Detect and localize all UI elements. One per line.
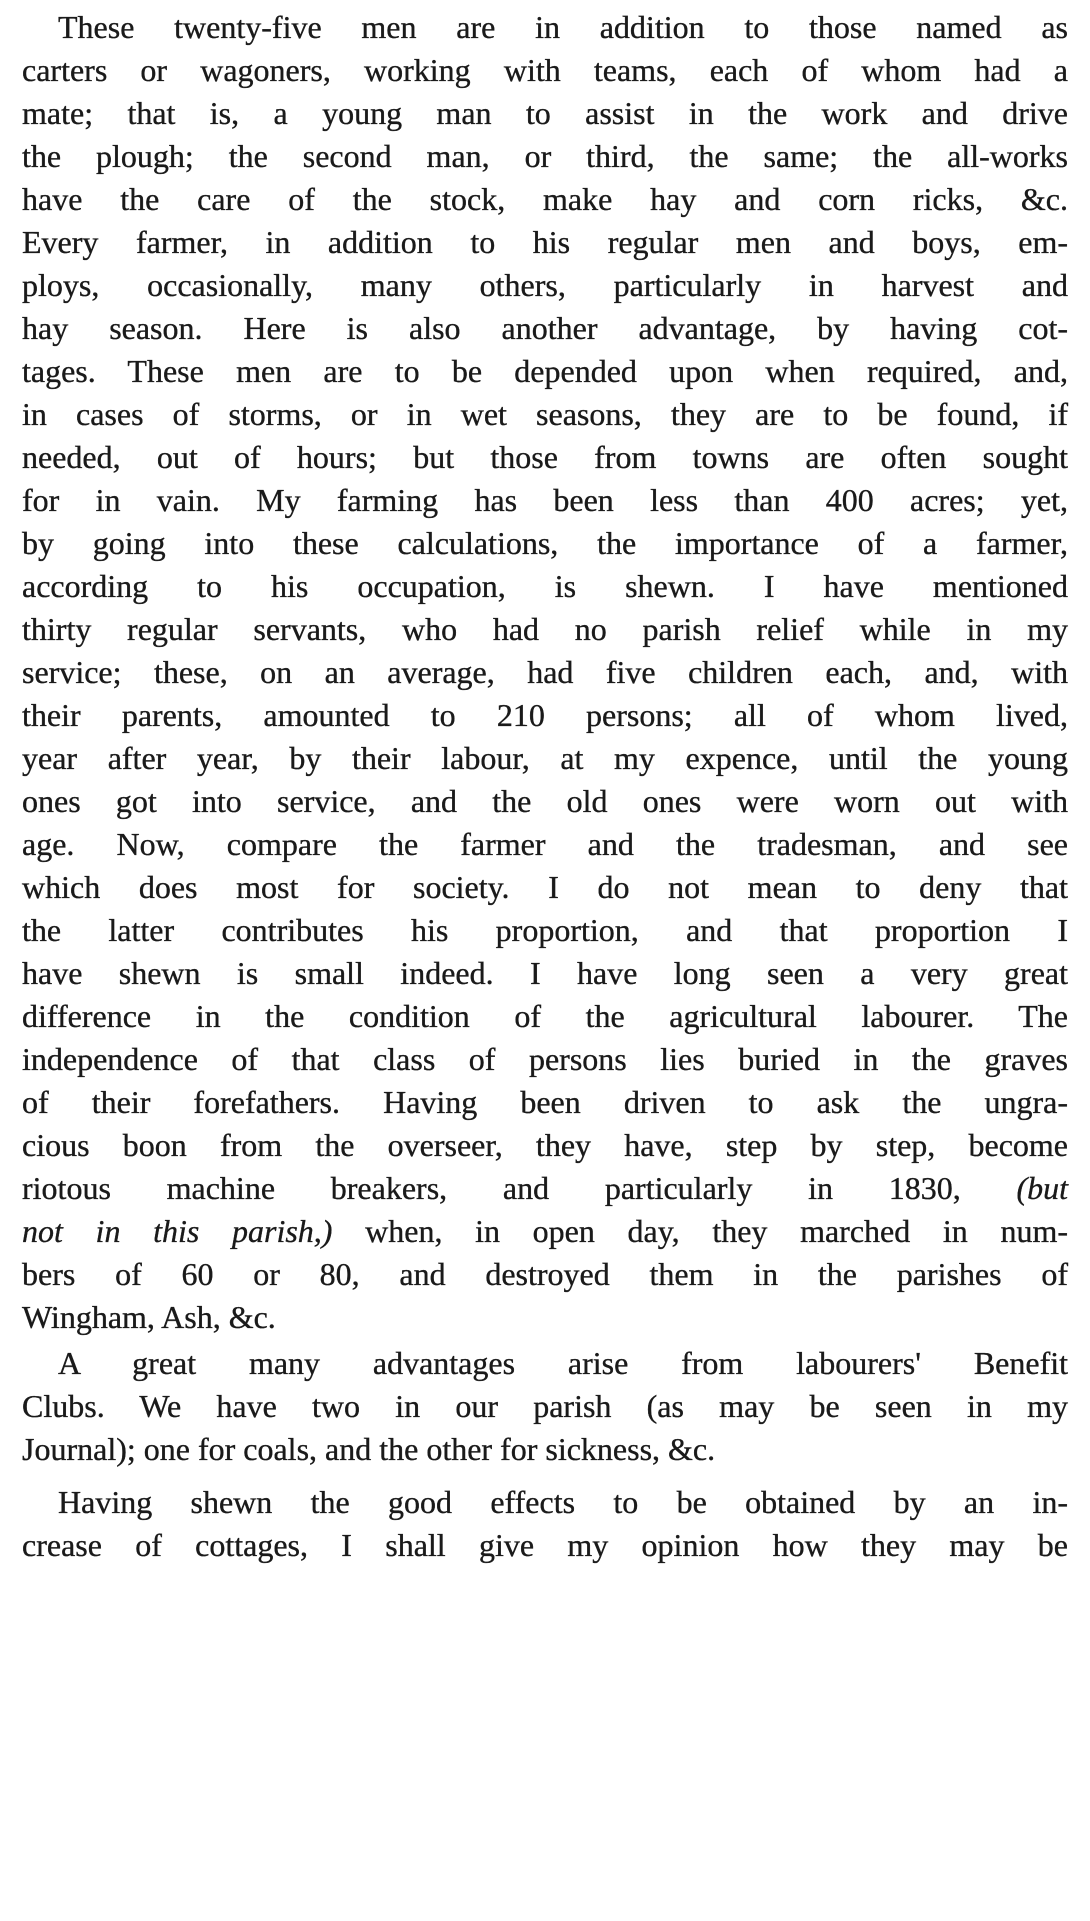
text-line: have the care of the stock, make hay and corn ricks, &c. (22, 181, 1068, 217)
text-line: mate; that is, a young man to assist in the work and drive (22, 95, 1068, 131)
text-line: hay season. Here is also another advantage, by having cot- (22, 310, 1068, 346)
text-line: ones got into service, and the old ones were worn out with (22, 783, 1068, 819)
text-line: crease of cottages, I shall give my opinion how they may be (22, 1527, 1068, 1563)
text-line: year after year, by their labour, at my expence, until the young (22, 740, 1068, 776)
text-line: thirty regular servants, who had no parish relief while in my (22, 611, 1068, 647)
text-line: for in vain. My farming has been less than 400 acres; yet, (22, 482, 1068, 518)
text-line: of their forefathers. Having been driven to ask the ungra- (22, 1084, 1068, 1120)
text-line: difference in the condition of the agricultural labourer. The (22, 998, 1068, 1034)
text-line: Clubs. We have two in our parish (as may be seen in my (22, 1388, 1068, 1424)
text-line: their parents, amounted to 210 persons; all of whom lived, (22, 697, 1068, 733)
text-line: cious boon from the overseer, they have, step by step, become (22, 1127, 1068, 1163)
text-line: by going into these calculations, the importance of a farmer, (22, 525, 1068, 561)
text-line: Having shewn the good effects to be obtained by an in- (58, 1484, 1068, 1520)
text-line: independence of that class of persons lies buried in the graves (22, 1041, 1068, 1077)
text-line: which does most for society. I do not mean to deny that (22, 869, 1068, 905)
text-line: tages. These men are to be depended upon when required, and, (22, 353, 1068, 389)
text-line: A great many advantages arise from labourers' Benefit (58, 1345, 1068, 1381)
text-line: ploys, occasionally, many others, particularly in harvest and (22, 267, 1068, 303)
text-line: the plough; the second man, or third, the same; the all-works (22, 138, 1068, 174)
text-line: Journal); one for coals, and the other for sickness, &c. (22, 1431, 716, 1467)
text-line: in cases of storms, or in wet seasons, they are to be found, if (22, 396, 1068, 432)
text-line: Every farmer, in addition to his regular men and boys, em- (22, 224, 1068, 260)
text-line: age. Now, compare the farmer and the tradesman, and see (22, 826, 1068, 862)
italic-text-run: (but (1016, 1170, 1069, 1206)
text-run: when, in open day, they marched in num- (365, 1213, 1069, 1249)
text-line: according to his occupation, is shewn. I have mentioned (22, 568, 1068, 604)
text-line: the latter contributes his proportion, and that proportion I (22, 912, 1068, 948)
text-line: These twenty-five men are in addition to those named as (58, 9, 1068, 45)
text-line: bers of 60 or 80, and destroyed them in the parishes of (22, 1256, 1068, 1292)
text-line: Wingham, Ash, &c. (22, 1299, 276, 1335)
text-line: needed, out of hours; but those from towns are often sought (22, 439, 1068, 475)
text-line: carters or wagoners, working with teams, each of whom had a (22, 52, 1068, 88)
text-line: service; these, on an average, had five children each, and, with (22, 654, 1068, 690)
italic-text-run: not in this parish,) (22, 1213, 333, 1249)
text-run: riotous machine breakers, and particularly in 1830, (22, 1170, 961, 1206)
text-line: have shewn is small indeed. I have long seen a very great (22, 955, 1068, 991)
